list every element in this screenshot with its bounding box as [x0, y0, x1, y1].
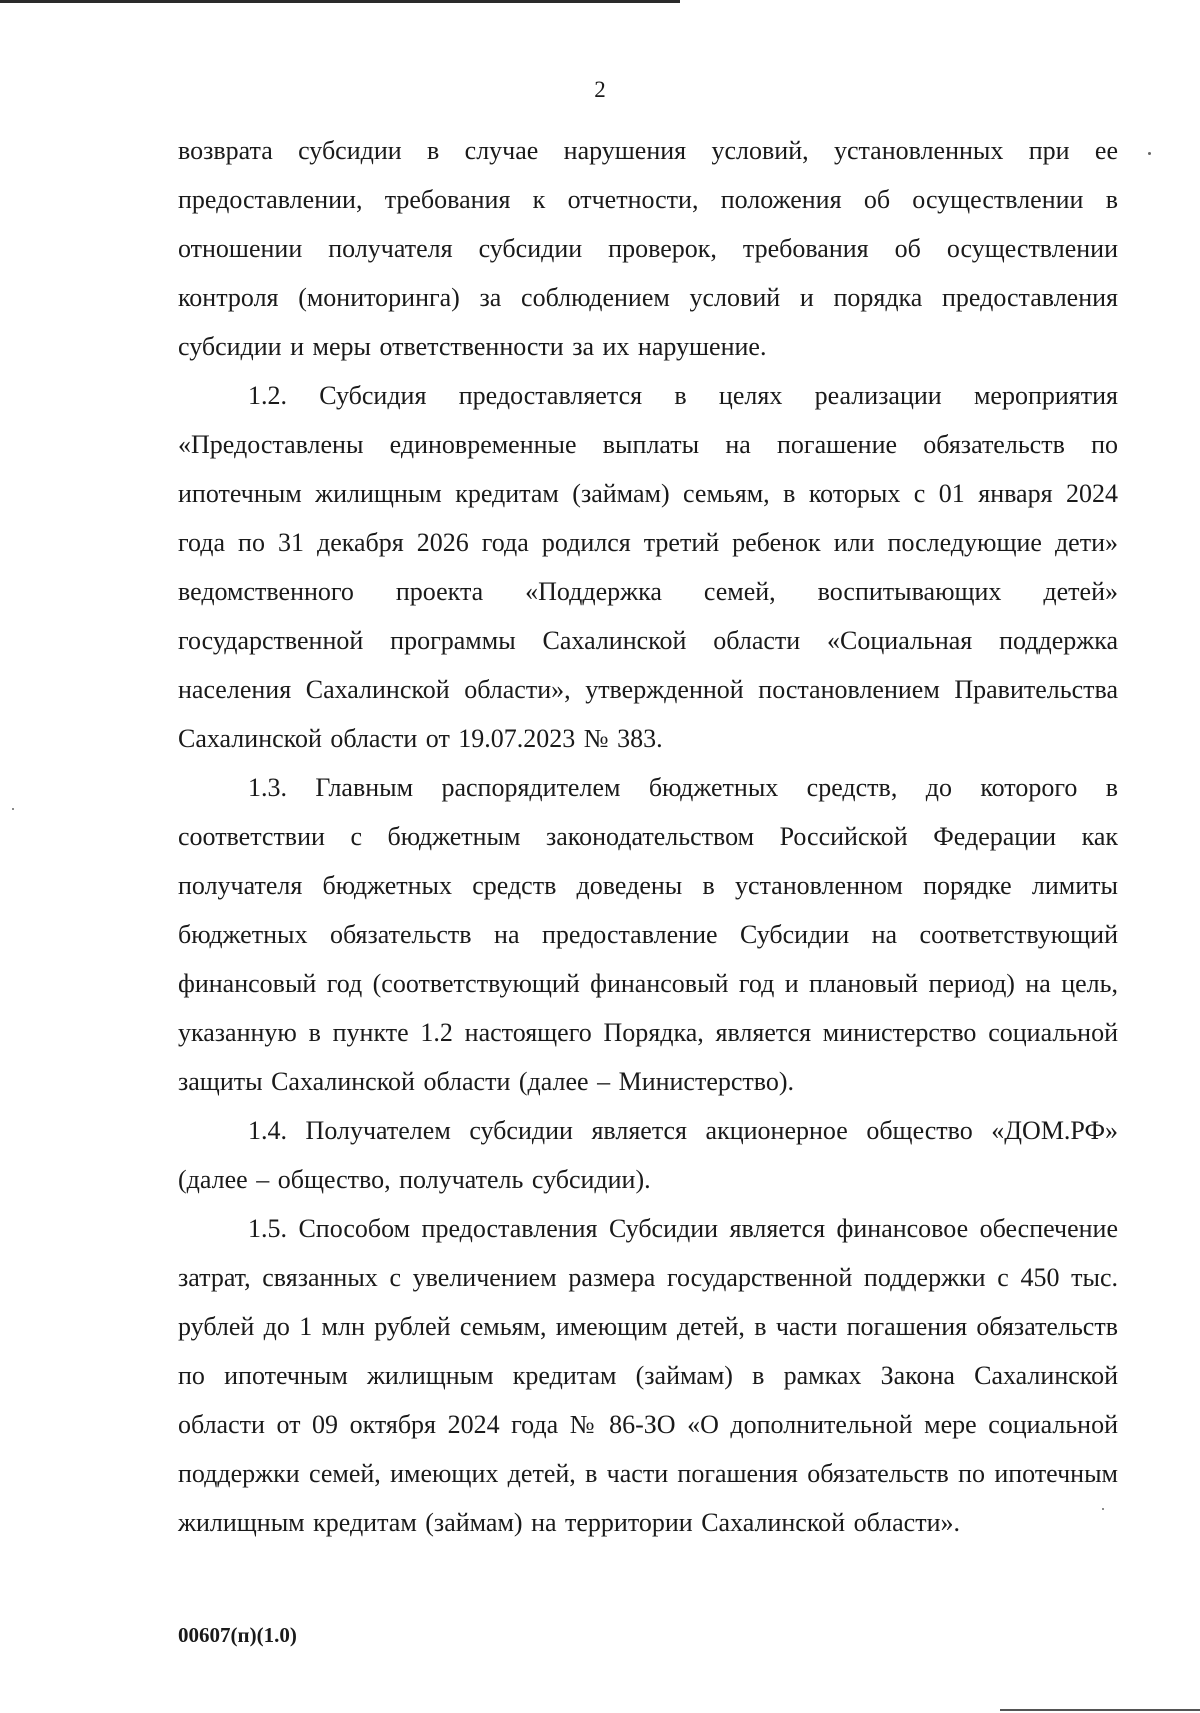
paragraph-1-2: 1.2. Субсидия предоставляется в целях реализации мероприятия «Предоставлены единовременные выплаты на погашение обязательств по ипотечным жилищным кредитам (займам) семьям, в которых с 01 января 2024 года по 31 декабря 2026 года родился третий ребенок или последующие дети» ведомственного проекта «Поддержка семей, воспитывающих детей» государственной программы Сахалинской области «Социальная поддержка населения Сахалинской области», утвержденной постановлением Правительства Сахалинской области от 19.07.2023 № 383. — [178, 381, 1118, 753]
paragraph-continuation: возврата субсидии в случае нарушения условий, установленных при ее предоставлении, требования к отчетности, положения об осуществлении в отношении получателя субсидии проверок, требования об осуществлении контроля (мониторинга) за соблюдением условий и порядка предоставления субсидии и меры ответственности за их нарушение. — [178, 136, 1118, 361]
document-code: 00607(п)(1.0) — [178, 1623, 297, 1647]
paragraph-1-5: 1.5. Способом предоставления Субсидии является финансовое обеспечение затрат, связанных с увеличением размера государственной поддержки с 450 тыс. рублей до 1 млн рублей семьям, имеющим детей, в части погашения обязательств по ипотечным жилищным кредитам (займам) в рамках Закона Сахалинской области от 09 октября 2024 года № 86-ЗО «О дополнительной мере социальной поддержки семей, имеющих детей, в части погашения обязательств по ипотечным жилищным кредитам (займам) на территории Сахалинской области». — [178, 1214, 1118, 1537]
scan-speck — [1148, 152, 1151, 155]
scan-speck — [1102, 1508, 1104, 1510]
page-number: 2 — [594, 77, 606, 102]
document-body — [178, 126, 1118, 1547]
scan-edge-top — [0, 0, 680, 3]
paragraph-1-4: 1.4. Получателем субсидии является акционерное общество «ДОМ.РФ» (далее – общество, получатель субсидии). — [178, 1116, 1118, 1194]
paragraph-1-3: 1.3. Главным распорядителем бюджетных средств, до которого в соответствии с бюджетным законодательством Российской Федерации как получателя бюджетных средств доведены в установленном порядке лимиты бюджетных обязательств на предоставление Субсидии на соответствующий финансовый год (соответствующий финансовый год и плановый период) на цель, указанную в пункте 1.2 настоящего Порядка, является министерство социальной защиты Сахалинской области (далее – Министерство). — [178, 773, 1118, 1096]
scan-edge-bottom — [1000, 1709, 1200, 1711]
scan-speck — [12, 808, 14, 810]
